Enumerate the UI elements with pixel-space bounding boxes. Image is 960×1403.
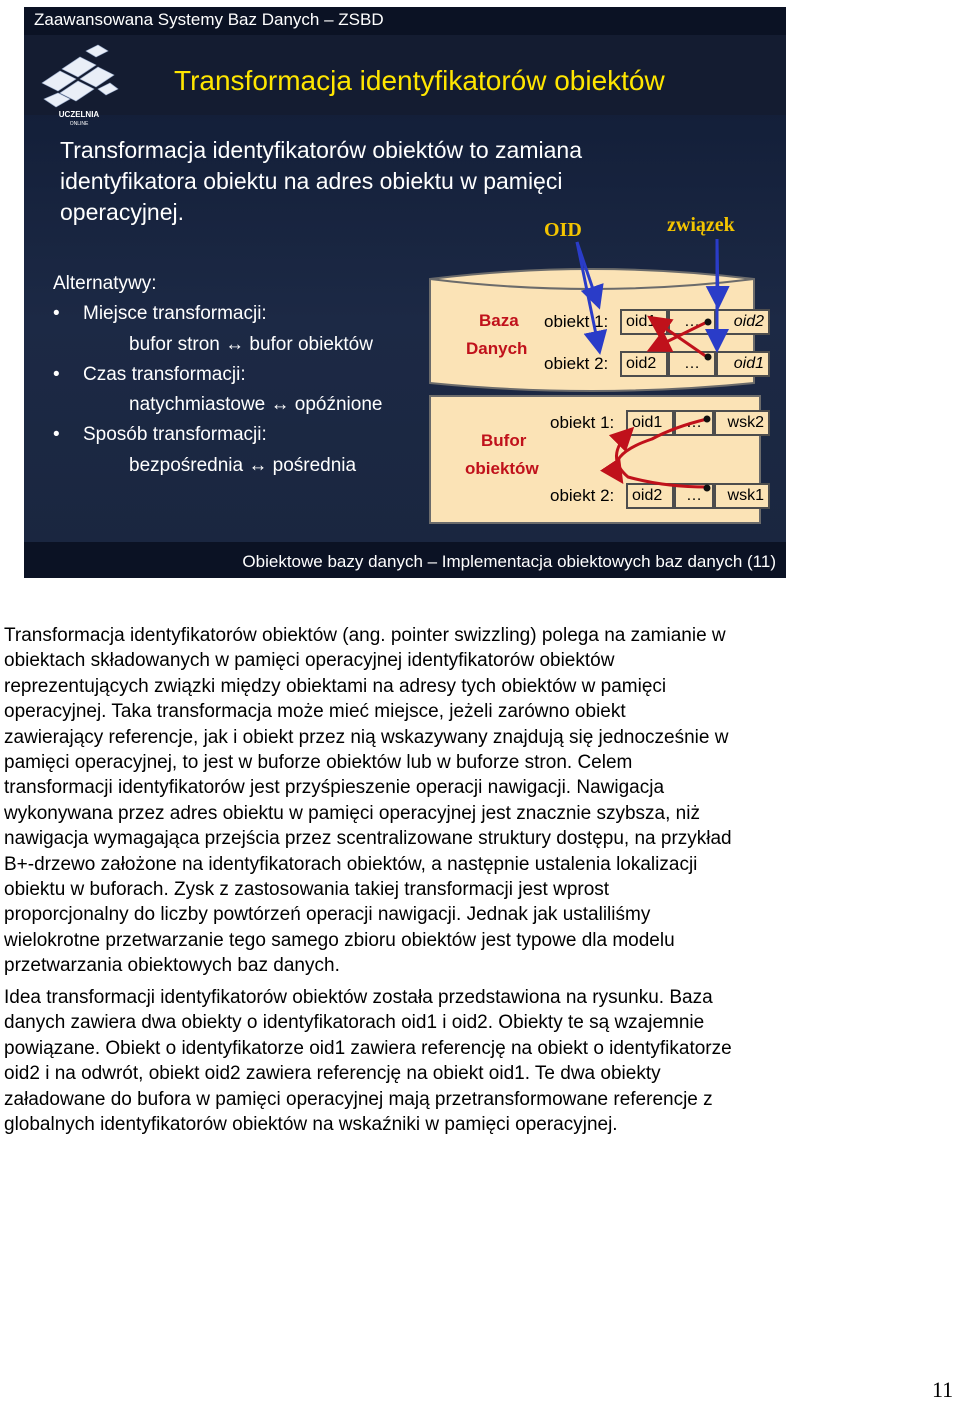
diagram-arrows <box>24 7 786 578</box>
text-line: wykonywana przez adres obiektu w pamięci operacyjnej jest znacznie szybsza, niż <box>4 802 700 824</box>
db-label: Baza <box>479 311 519 330</box>
relation-arrows <box>616 319 707 487</box>
slide-title: Transformacja identyfikatorów obiektów <box>174 65 665 96</box>
relation-label: związek <box>667 214 735 236</box>
logo-text: UCZELNIA <box>58 110 100 119</box>
db-object-id: oid2 <box>620 351 668 377</box>
text-line: reprezentujących związki między obiektami na adresy tych obiektów w pamięci <box>4 675 667 697</box>
slide <box>24 7 786 578</box>
oid-arrows <box>577 239 718 349</box>
text-line: operacyjnej. Taka transformacja może mieć miejsce, jeżeli zarówno obiekt <box>4 701 626 723</box>
db-object-ref: oid2 <box>716 309 770 335</box>
buffer-label: obiektów <box>465 459 539 478</box>
text-line: pamięci operacyjnej, to jest w buforze obiektów lub w buforze stron. Celem <box>4 751 633 773</box>
text-line: proporcjonalny do liczby powtórzeń operacji nawigacji. Jednak jak ustaliliśmy <box>4 904 651 926</box>
alternative-item: • Sposób transformacji: <box>53 420 382 450</box>
alternative-item: • Czas transformacji: <box>53 360 382 390</box>
text-line: zawierający referencje, jak i obiekt przez nią wskazywany znajdują się jednocześnie w <box>4 726 729 748</box>
alternative-value: bezpośrednia ↔ pośrednia <box>129 454 357 476</box>
buffer-object-ref: wsk2 <box>714 410 770 436</box>
text-line: oid2 i na odwrót, obiekt oid2 zawiera referencję na obiekt oid1. Te dwa obiekty <box>4 1063 661 1085</box>
db-object-name: obiekt 2: <box>544 354 609 373</box>
db-object-dots: … <box>668 351 716 377</box>
text-line: Transformacja identyfikatorów obiektów (ang. pointer swizzling) polega na zamianie w <box>4 625 726 646</box>
text-line: Idea transformacji identyfikatorów obiektów została przedstawiona na rysunku. Baza <box>4 987 713 1008</box>
intro-line: operacyjnej. <box>60 199 185 225</box>
buffer-label: Bufor <box>481 431 527 450</box>
paragraph-2 <box>4 985 824 1137</box>
buffer-object-name: obiekt 2: <box>550 486 615 505</box>
db-label: Danych <box>466 339 528 358</box>
buffer-object-dots: … <box>674 410 714 436</box>
bullet-icon: • <box>53 303 60 325</box>
alternatives-heading: Alternatywy: <box>53 273 157 294</box>
buffer-object-name: obiekt 1: <box>550 413 615 432</box>
paragraph-1 <box>4 623 824 978</box>
text-line: powiązane. Obiekt o identyfikatorze oid1 zawiera referencję na obiekt o identyfikatorze <box>4 1037 732 1059</box>
db-object-name: obiekt 1: <box>544 312 609 331</box>
text-line: załadowane do bufora w pamięci operacyjnej mają przetransformowane referencje z <box>4 1088 713 1110</box>
page-number: 11 <box>932 1377 954 1402</box>
bullet-icon: • <box>53 363 60 385</box>
alternative-value: natychmiastowe ↔ opóźnione <box>129 394 383 416</box>
buffer-object-id: oid1 <box>626 410 674 436</box>
alternative-value: bufor stron ↔ bufor obiektów <box>129 333 373 355</box>
text-line: przetwarzania obiektowych baz danych. <box>4 955 340 977</box>
db-object-ref: oid1 <box>716 351 770 377</box>
oid-label: OID <box>544 219 582 241</box>
bullet-icon: • <box>53 424 60 446</box>
text-line: danych zawiera dwa obiekty o identyfikatorach oid1 i oid2. Obiekty te są wzajemnie <box>4 1012 705 1034</box>
db-object-id: oid1 <box>620 309 668 335</box>
alternative-item: • Miejsce transformacji: <box>53 299 382 329</box>
text-line: transformacji identyfikatorów jest przyśpieszenie operacji nawigacji. Nawigacja <box>4 777 665 799</box>
intro-line: identyfikatora obiektu na adres obiektu w pamięci <box>60 168 563 194</box>
db-object-dots: … <box>668 309 716 335</box>
slide-header: Zaawansowana Systemy Baz Danych – ZSBD <box>34 10 384 29</box>
text-line: obiektu w buforach. Zysk z zastosowania takiej transformacji jest wprost <box>4 878 610 900</box>
text-line: B+-drzewo założone na identyfikatorach obiektów, a następnie ustalenia lokalizacji <box>4 853 698 875</box>
text-line: nawigacja wymagająca przejścia przez scentralizowane struktury dostępu, na przykład <box>4 828 732 850</box>
text-line: wielokrotne przetwarzanie tego samego zbioru obiektów jest typowe dla modelu <box>4 929 675 951</box>
logo-subtext: ONLINE <box>69 121 89 127</box>
text-line: obiektach składowanych w pamięci operacyjnej identyfikatorów obiektów <box>4 650 615 672</box>
intro-line: Transformacja identyfikatorów obiektów to zamiana <box>60 137 582 163</box>
text-line: globalnych identyfikatorów obiektów na wskaźniki w pamięci operacyjnej. <box>4 1113 618 1135</box>
slide-footer: Obiektowe bazy danych – Implementacja obiektowych baz danych (11) <box>242 552 776 571</box>
buffer-object-dots: … <box>674 483 714 509</box>
buffer-object-id: oid2 <box>626 483 674 509</box>
buffer-object-ref: wsk1 <box>714 483 770 509</box>
